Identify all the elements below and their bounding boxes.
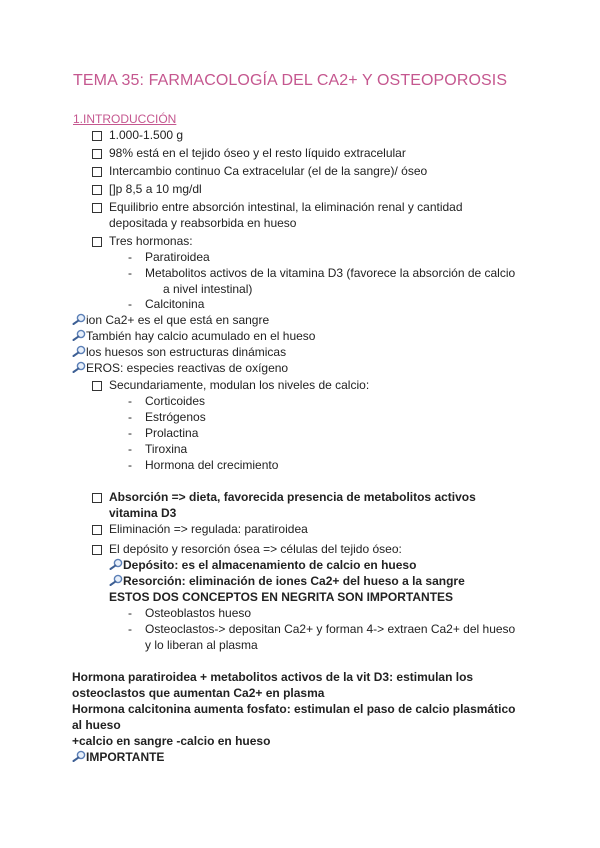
checkbox[interactable] — [92, 167, 102, 177]
checklist-item: Intercambio continuo Ca extracelular (el de la sangre)/ óseo — [109, 164, 428, 178]
summary-line: +calcio en sangre -calcio en hueso — [72, 734, 271, 748]
list-item-continuation: y lo liberan al plasma — [145, 638, 258, 652]
dash-bullet: - — [128, 426, 132, 440]
checkbox[interactable] — [92, 131, 102, 141]
checklist-item: Absorción => dieta, favorecida presencia de metabolitos activos — [109, 490, 476, 504]
checklist-item: Eliminación => regulada: paratiroidea — [109, 522, 308, 536]
list-item: Tiroxina — [145, 442, 188, 456]
section-heading[interactable]: 1.INTRODUCCIÓN — [73, 112, 177, 126]
checkbox[interactable] — [92, 493, 102, 503]
list-item: Hormona del crecimiento — [145, 458, 279, 472]
dash-bullet: - — [128, 394, 132, 408]
note-line — [109, 557, 416, 573]
list-item: Osteoblastos hueso — [145, 606, 252, 620]
dash-bullet: - — [128, 442, 132, 456]
important-note: ESTOS DOS CONCEPTOS EN NEGRITA SON IMPORTANTES — [109, 590, 454, 604]
dash-bullet: - — [128, 606, 132, 620]
magnifier-icon — [72, 345, 86, 357]
note-text: Resorción: eliminación de iones Ca2+ del hueso a la sangre — [123, 574, 465, 588]
checklist-item: Tres hormonas: — [109, 234, 193, 248]
list-item-continuation: a nivel intestinal) — [163, 282, 253, 296]
note-line — [72, 328, 315, 344]
checklist-item: 98% está en el tejido óseo y el resto líquido extracelular — [109, 146, 406, 160]
note-line — [72, 312, 269, 328]
list-item: Osteoclastos-> depositan Ca2+ y forman 4-> extraen Ca2+ del hueso — [145, 622, 516, 636]
summary-line: osteoclastos que aumentan Ca2+ en plasma — [72, 686, 325, 700]
summary-line: al hueso — [72, 718, 121, 732]
checkbox[interactable] — [92, 525, 102, 535]
summary-line: Hormona paratiroidea + metabolitos activos de la vit D3: estimulan los — [72, 670, 474, 684]
checklist-item: 1.000-1.500 g — [109, 128, 184, 142]
note-text: EROS: especies reactivas de oxígeno — [86, 361, 289, 375]
checklist-item-continuation: depositada y reabsorbida en hueso — [109, 216, 297, 230]
checklist-item: Equilibrio entre absorción intestinal, la eliminación renal y cantidad — [109, 200, 463, 214]
list-item: Calcitonina — [145, 297, 205, 311]
note-line — [72, 749, 164, 765]
checkbox[interactable] — [92, 237, 102, 247]
list-item: Paratiroidea — [145, 250, 210, 264]
dash-bullet: - — [128, 458, 132, 472]
magnifier-icon — [109, 574, 123, 586]
checklist-item: Secundariamente, modulan los niveles de calcio: — [109, 378, 370, 392]
note-text: ion Ca2+ es el que está en sangre — [86, 313, 270, 327]
dash-bullet: - — [128, 297, 132, 311]
checkbox[interactable] — [92, 381, 102, 391]
magnifier-icon — [72, 750, 86, 762]
magnifier-icon — [72, 329, 86, 341]
checklist-item: []p 8,5 a 10 mg/dl — [109, 182, 202, 196]
checkbox[interactable] — [92, 185, 102, 195]
note-text: Depósito: es el almacenamiento de calcio en hueso — [123, 558, 417, 572]
note-line — [72, 344, 286, 360]
checkbox[interactable] — [92, 203, 102, 213]
checkbox[interactable] — [92, 545, 102, 555]
list-item: Estrógenos — [145, 410, 206, 424]
magnifier-icon — [109, 558, 123, 570]
magnifier-icon — [72, 361, 86, 373]
list-item: Prolactina — [145, 426, 199, 440]
checklist-item: El depósito y resorción ósea => células del tejido óseo: — [109, 542, 402, 556]
dash-bullet: - — [128, 622, 132, 636]
dash-bullet: - — [128, 410, 132, 424]
summary-line: Hormona calcitonina aumenta fosfato: estimulan el paso de calcio plasmático — [72, 702, 516, 716]
page-title: TEMA 35: FARMACOLOGÍA DEL CA2+ Y OSTEOPOROSIS — [73, 72, 508, 89]
dash-bullet: - — [128, 250, 132, 264]
magnifier-icon — [72, 313, 86, 325]
note-text: los huesos son estructuras dinámicas — [86, 345, 287, 359]
list-item: Metabolitos activos de la vitamina D3 (favorece la absorción de calcio — [145, 266, 516, 280]
checklist-item-continuation: vitamina D3 — [109, 506, 177, 520]
note-line — [72, 360, 288, 376]
checkbox[interactable] — [92, 149, 102, 159]
note-text: También hay calcio acumulado en el hueso — [86, 329, 316, 343]
list-item: Corticoides — [145, 394, 206, 408]
note-text: IMPORTANTE — [86, 750, 165, 764]
note-line — [109, 573, 465, 589]
dash-bullet: - — [128, 266, 132, 280]
